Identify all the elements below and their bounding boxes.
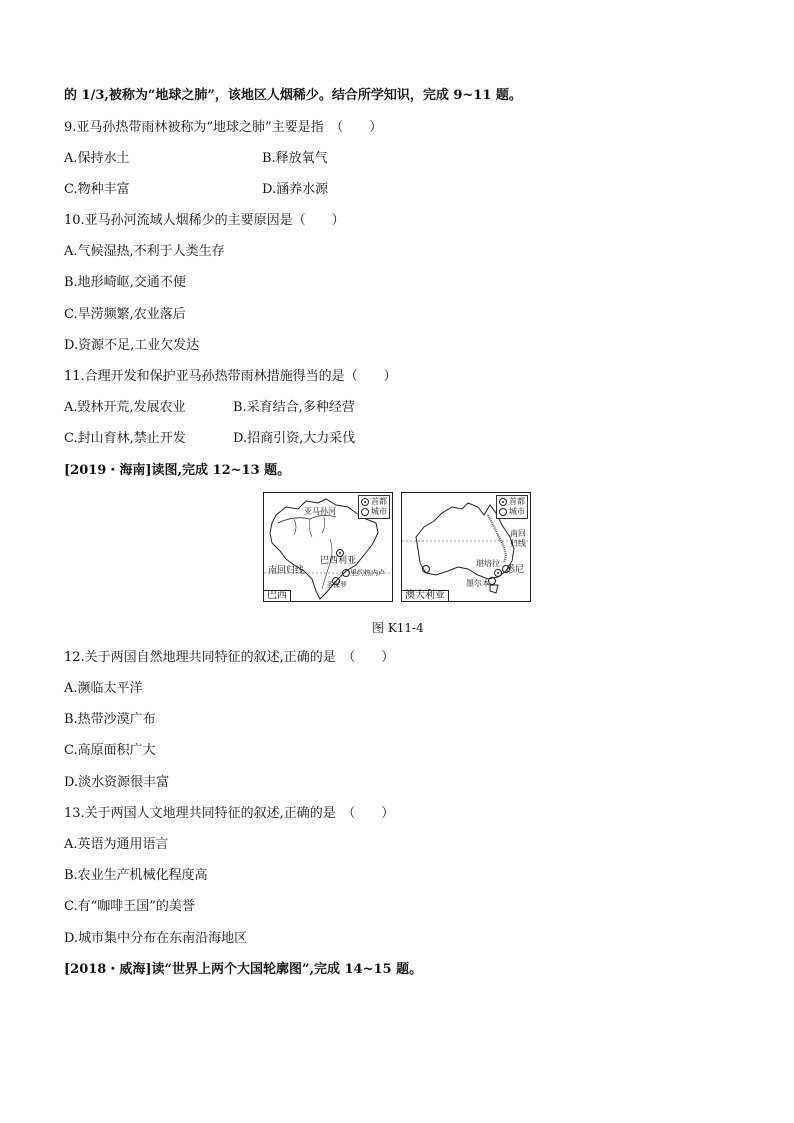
australia-tropic-label: 南回归线 xyxy=(510,529,526,548)
saopaulo-label: 圣保罗 xyxy=(326,581,347,589)
rio-label: 里约热内卢 xyxy=(350,569,385,577)
q10-option-b: B.地形崎岖,交通不便 xyxy=(64,275,186,290)
brazil-legend xyxy=(358,495,390,519)
legend-capital-item: 首都 xyxy=(499,497,525,507)
australia-legend xyxy=(496,495,528,519)
brazil-map-title: 巴西 xyxy=(264,590,291,601)
q9-option-a: A.保持水土 xyxy=(64,151,130,166)
q9-option-c: C.物种丰富 xyxy=(64,182,130,197)
brasilia-label: 巴西利亚 xyxy=(320,556,357,566)
q9-option-b: B.释放氧气 xyxy=(262,151,328,166)
q11-option-b: B.采育结合,多种经营 xyxy=(233,400,355,415)
question-12: 12.关于两国自然地理共同特征的叙述,正确的是 （ ） xyxy=(64,650,395,665)
section-heading-2018: [2018・威海]读“世界上两个大国轮廓图”,完成 14~15 题。 xyxy=(64,962,423,977)
legend-city-item: 城市 xyxy=(361,507,387,517)
q12-option-a: A.濒临太平洋 xyxy=(64,681,143,696)
q10-option-d: D.资源不足,工业欠发达 xyxy=(64,338,200,353)
figure-caption: 图 K11-4 xyxy=(372,621,424,635)
amazon-river-label: 亚马孙河 xyxy=(304,507,336,516)
capital-symbol-icon xyxy=(499,498,507,506)
australia-map-title: 澳大利亚 xyxy=(402,590,449,601)
q13-option-c: C.有“咖啡王国”的美誉 xyxy=(64,899,195,914)
q13-option-a: A.英语为通用语言 xyxy=(64,837,169,852)
legend-capital-item: 首都 xyxy=(361,497,387,507)
canberra-label: 堪培拉 xyxy=(476,559,500,568)
q10-option-a: A.气候湿热,不利于人类生存 xyxy=(64,244,225,259)
q9-option-d: D.涵养水源 xyxy=(262,182,329,197)
q12-option-c: C.高原面积广大 xyxy=(64,743,156,758)
melbourne-label: 墨尔本 xyxy=(466,579,490,588)
q13-option-d: D.城市集中分布在东南沿海地区 xyxy=(64,931,248,946)
brazil-map xyxy=(263,492,393,602)
capital-symbol-icon xyxy=(361,498,369,506)
rio-marker-icon xyxy=(342,569,350,577)
q11-option-a: A.毁林开荒,发展农业 xyxy=(64,400,186,415)
question-9: 9.亚马孙热带雨林被称为“地球之肺”主要是指 （ ） xyxy=(64,120,383,135)
section-heading-2019: [2019・海南]读图,完成 12~13 题。 xyxy=(64,463,291,478)
perth-marker-icon xyxy=(422,565,430,573)
intro-text: 的 1/3,被称为“地球之肺”，该地区人烟稀少。结合所学知识，完成 9~11 题。 xyxy=(64,88,522,103)
q12-option-b: B.热带沙漠广布 xyxy=(64,712,156,727)
australia-map xyxy=(401,492,531,602)
sydney-label: 悉尼 xyxy=(506,565,525,575)
q12-option-d: D.淡水资源很丰富 xyxy=(64,775,170,790)
q11-option-d: D.招商引资,大力采伐 xyxy=(233,431,356,446)
q11-option-c: C.封山育林,禁止开发 xyxy=(64,431,186,446)
q13-option-b: B.农业生产机械化程度高 xyxy=(64,868,208,883)
legend-city-item: 城市 xyxy=(499,507,525,517)
question-10: 10.亚马孙河流域人烟稀少的主要原因是（ ） xyxy=(64,213,345,228)
brazil-tropic-label: 南回归线 xyxy=(268,566,305,576)
canberra-marker-icon xyxy=(494,569,502,577)
q10-option-c: C.旱涝频繁,农业落后 xyxy=(64,307,186,322)
question-11: 11.合理开发和保护亚马孙热带雨林措施得当的是（ ） xyxy=(64,369,397,384)
city-symbol-icon xyxy=(499,508,507,516)
question-13: 13.关于两国人文地理共同特征的叙述,正确的是 （ ） xyxy=(64,806,395,821)
city-symbol-icon xyxy=(361,508,369,516)
